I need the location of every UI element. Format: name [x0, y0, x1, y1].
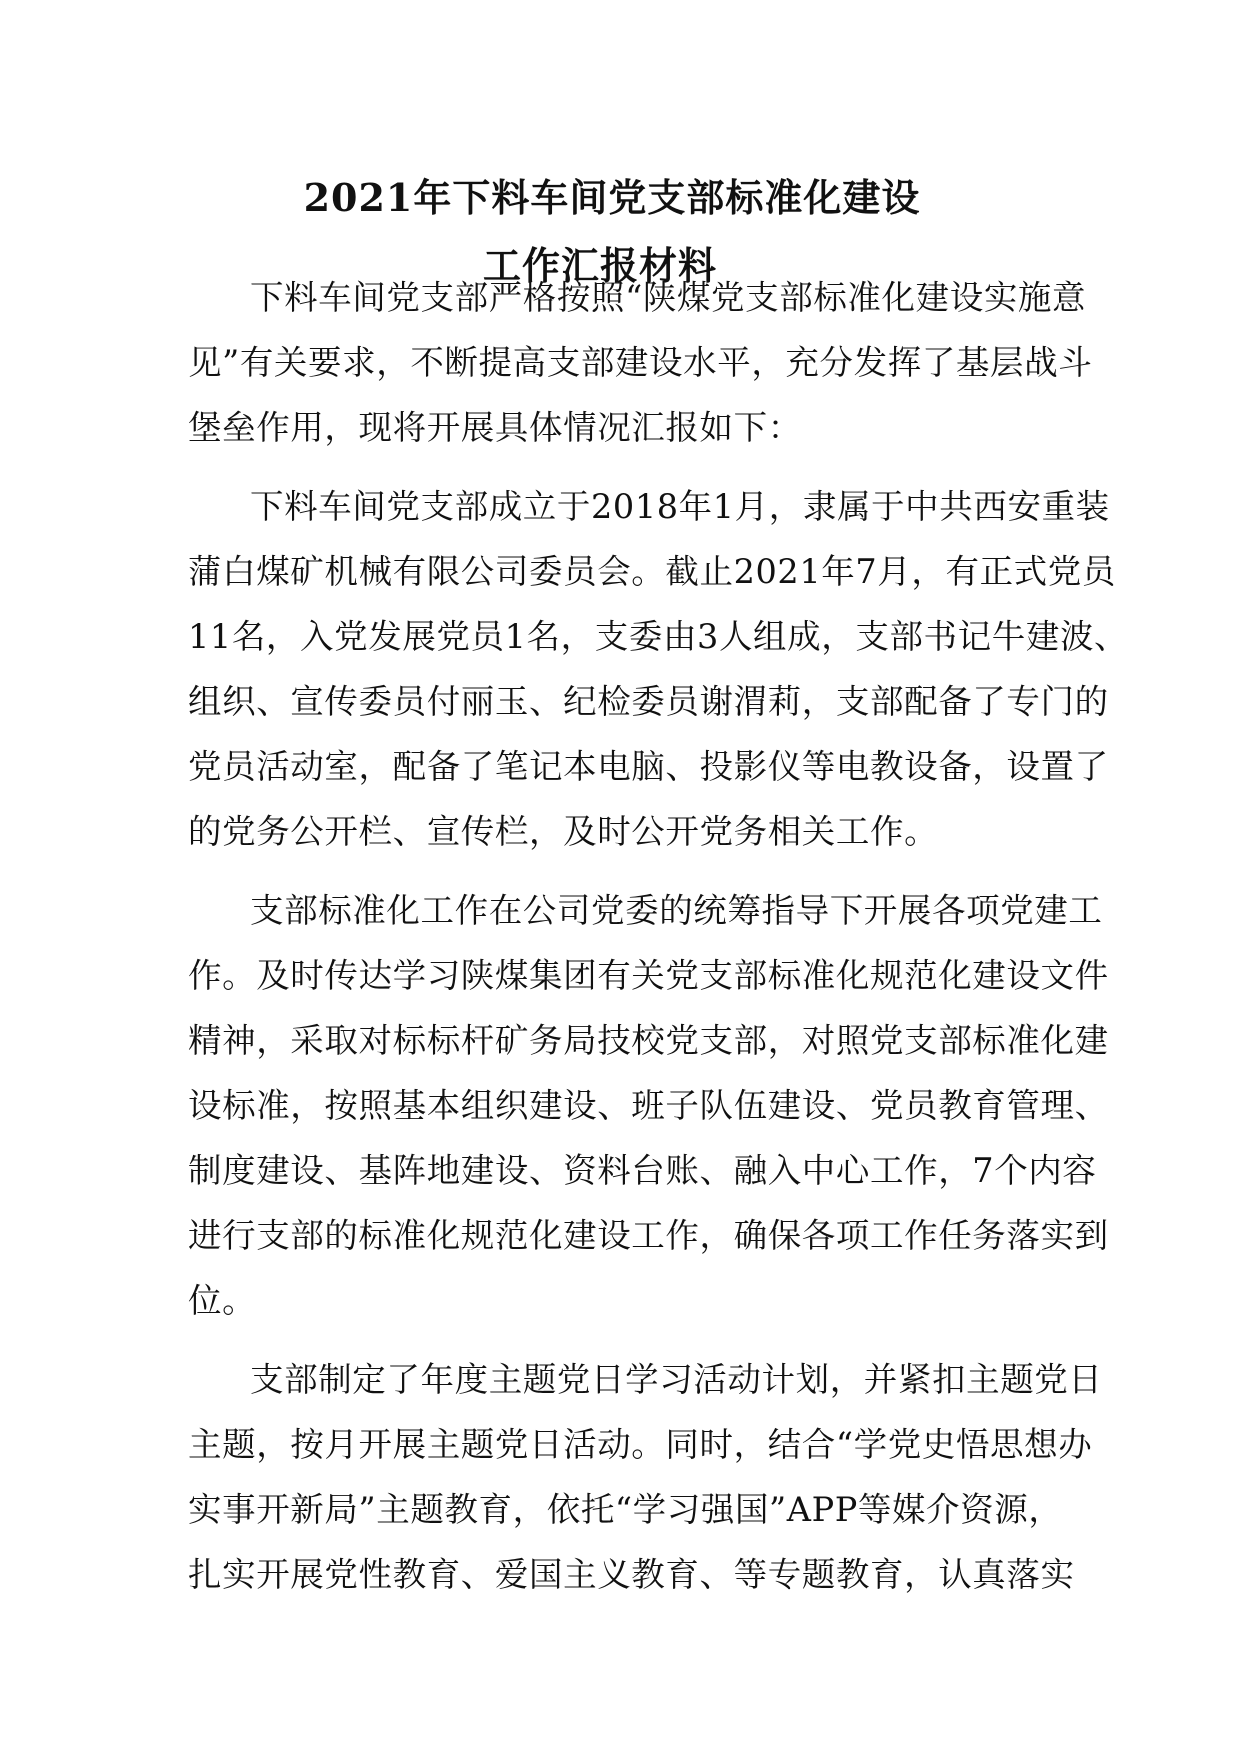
paragraph-line: 组织、宣传委员付丽玉、纪检委员谢渭莉，支部配备了专门的 [188, 682, 1109, 721]
paragraph-line: 支部制定了年度主题党日学习活动计划，并紧扣主题党日 [250, 1360, 1103, 1399]
paragraph-line: 下料车间党支部严格按照“陕煤党支部标准化建设实施意 [250, 278, 1087, 317]
paragraph-line: 支部标准化工作在公司党委的统筹指导下开展各项党建工 [250, 891, 1103, 930]
paragraph-line: 位。 [188, 1281, 257, 1320]
paragraph-line: 下料车间党支部成立于2018年1月，隶属于中共西安重装 [250, 487, 1110, 526]
paragraph-line: 精神，采取对标标杆矿务局技校党支部，对照党支部标准化建 [188, 1021, 1109, 1060]
paragraph-line: 蒲白煤矿机械有限公司委员会。截止2021年7月，有正式党员 [188, 552, 1116, 591]
paragraph-line: 扎实开展党性教育、爱国主义教育、等专题教育，认真落实 [188, 1555, 1075, 1594]
paragraph-line: 11名，入党发展党员1名，支委由3人组成，支部书记牛建波、 [188, 617, 1129, 656]
paragraph-line: 堡垒作用，现将开展具体情况汇报如下： [188, 408, 802, 447]
document-title-line-1: 2021年下料车间党支部标准化建设 [303, 175, 921, 220]
paragraph-line: 主题，按月开展主题党日活动。同时，结合“学党史悟思想办 [188, 1425, 1093, 1464]
paragraph-line: 制度建设、基阵地建设、资料台账、融入中心工作，7个内容 [188, 1151, 1097, 1190]
paragraph-line: 作。及时传达学习陕煤集团有关党支部标准化规范化建设文件 [188, 956, 1109, 995]
paragraph-line: 实事开新局”主题教育，依托“学习强国”APP等媒介资源， [188, 1490, 1063, 1529]
paragraph-line: 党员活动室，配备了笔记本电脑、投影仪等电教设备，设置了 [188, 747, 1109, 786]
paragraph-line: 见”有关要求，不断提高支部建设水平，充分发挥了基层战斗 [188, 343, 1093, 382]
paragraph-line: 的党务公开栏、宣传栏，及时公开党务相关工作。 [188, 812, 939, 851]
document-title-line-2: 工作汇报材料 [482, 243, 717, 288]
paragraph-line: 进行支部的标准化规范化建设工作，确保各项工作任务落实到 [188, 1216, 1109, 1255]
paragraph-line: 设标准，按照基本组织建设、班子队伍建设、党员教育管理、 [188, 1086, 1109, 1125]
